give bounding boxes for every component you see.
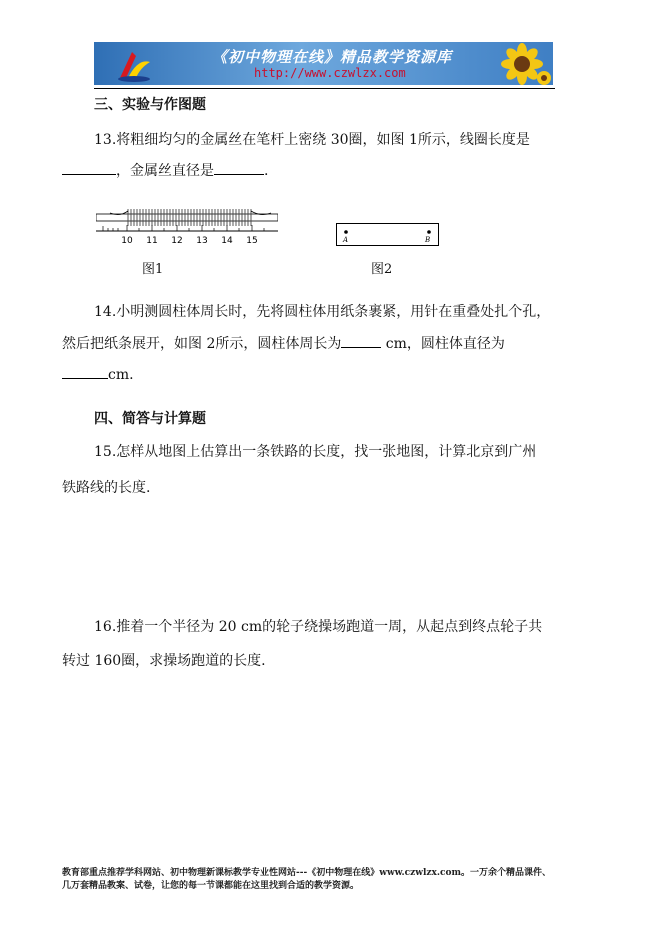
- ruler-tick-label: 11: [146, 236, 158, 246]
- point-a-label: A: [343, 236, 349, 244]
- question-13-line1: 13.将粗细均匀的金属丝在笔杆上密绕 30圈，如图 1所示，线圈长度是: [94, 132, 530, 148]
- header-rule: [94, 88, 555, 89]
- ruler-tick-label: 10: [121, 236, 133, 246]
- footer-line1: 教育部重点推荐学科网站、初中物理新课标教学专业性网站---《初中物理在线》www.czwlzx.com。一万余个精品课件、: [62, 868, 552, 878]
- site-logo-icon: [114, 46, 154, 82]
- figure-2-paper-strip: [336, 223, 440, 248]
- figure-2-caption: 图2: [371, 262, 393, 277]
- section-heading-calculation: 四、简答与计算题: [94, 411, 206, 427]
- question-16-line2: 转过 160圈，求操场跑道的长度.: [62, 653, 266, 669]
- banner-title: 《初中物理在线》精品教学资源库: [212, 48, 453, 66]
- figure-1-caption: 图1: [142, 262, 164, 277]
- section-heading-experiment: 三、实验与作图题: [94, 97, 206, 113]
- ruler-tick-label: 13: [196, 236, 208, 246]
- question-13-line2: ，金属丝直径是 .: [62, 156, 268, 187]
- sunflower-icon: [492, 42, 553, 85]
- banner-url[interactable]: http://www.czwlzx.com: [254, 66, 406, 80]
- answer-blank-diameter[interactable]: [62, 364, 108, 379]
- answer-blank-circumference[interactable]: [341, 333, 381, 348]
- answer-blank-wire-diameter[interactable]: [214, 160, 264, 175]
- footer-line2: 几万套精品教案、试卷，让您的每一节课都能在这里找到合适的教学资源。: [62, 881, 360, 891]
- question-14-line2: 然后把纸条展开，如图 2所示，圆柱体周长为 cm，圆柱体直径为: [62, 329, 505, 360]
- ruler-tick-label: 14: [221, 236, 233, 246]
- point-b-label: B: [425, 236, 431, 244]
- question-15-line2: 铁路线的长度.: [62, 480, 151, 496]
- question-14-line1: 14.小明测圆柱体周长时，先将圆柱体用纸条裹紧，用针在重叠处扎个孔，: [94, 304, 551, 320]
- header-banner: [94, 42, 553, 85]
- figure-1-ruler-coil: [96, 203, 278, 248]
- question-15-line1: 15.怎样从地图上估算出一条铁路的长度，找一张地图，计算北京到广州: [94, 444, 537, 460]
- question-14-line3: cm.: [62, 360, 134, 391]
- ruler-tick-label: 12: [171, 236, 183, 246]
- answer-blank-coil-length[interactable]: [62, 160, 116, 175]
- question-16-line1: 16.推着一个半径为 20 cm的轮子绕操场跑道一周，从起点到终点轮子共: [94, 619, 543, 635]
- ruler-tick-label: 15: [246, 236, 258, 246]
